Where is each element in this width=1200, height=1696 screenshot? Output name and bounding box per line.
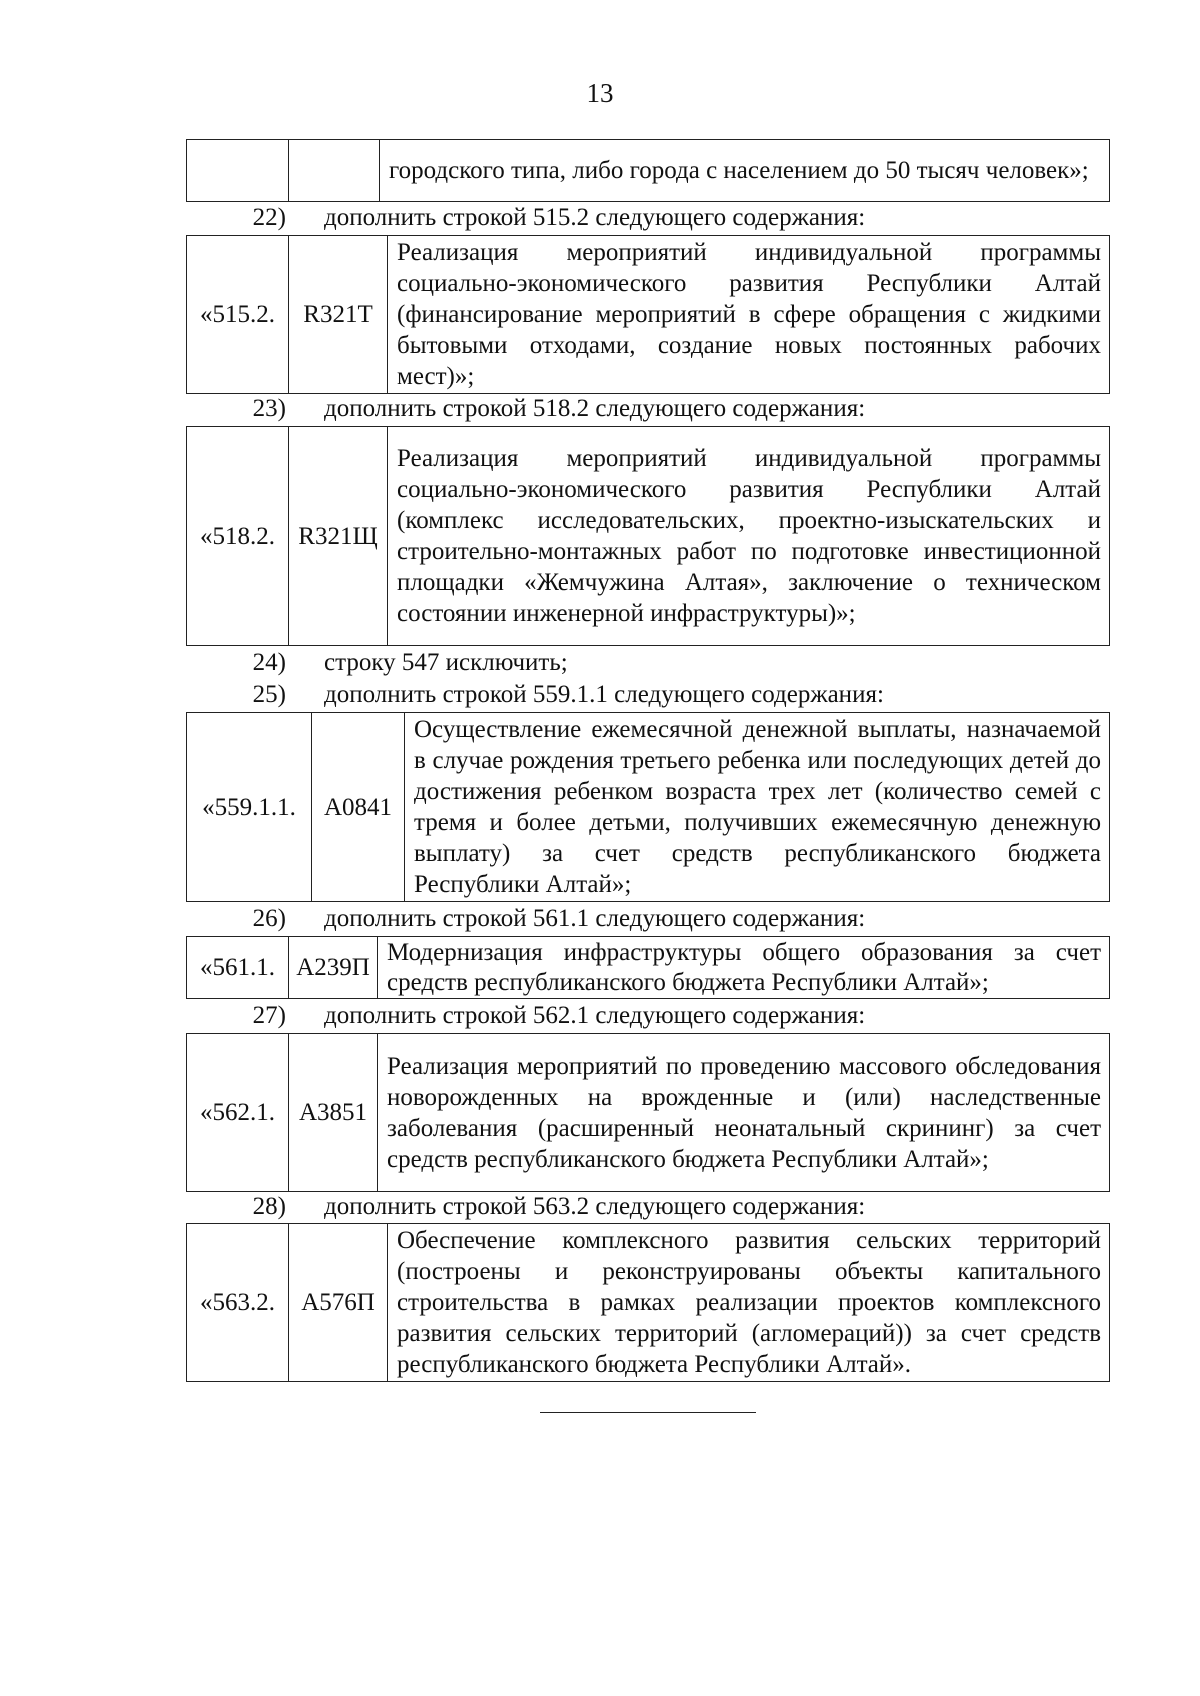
row-table-561-1 [186,936,1110,999]
instruction-text: дополнить строкой 518.2 следующего содержания: [324,395,866,422]
item-number: 28) [252,1193,286,1220]
row-table-518-2 [186,426,1110,646]
row-description: Модернизация инфраструктуры общего образования за счет средств республиканского бюджета Республики Алтай»; [378,937,1110,999]
instruction-line [186,1192,1110,1222]
instruction-line [186,680,1110,710]
row-description: городского типа, либо города с населением до 50 тысяч человек»; [380,140,1110,202]
instruction-text: дополнить строкой 562.1 следующего содержания: [324,1002,866,1029]
row-description: Реализация мероприятий по проведению массового обследования новорожденных на врожденные и (или) наследственные заболевания (расширенный неонатальный скрининг) за счет средств республиканского бюджета Республики Алтай»; [378,1034,1110,1192]
row-code-cell: A576П [289,1224,388,1382]
page-number: 13 [586,78,614,108]
row-code-cell: R321Щ [289,427,388,646]
row-table-562-1 [186,1033,1110,1192]
row-number-cell: «515.2. [187,236,289,394]
table-row [187,140,1110,202]
instruction-line [186,904,1110,934]
table-row [187,427,1110,646]
table-row [187,236,1110,394]
table-row [187,1224,1110,1382]
row-number-cell: «518.2. [187,427,289,646]
row-description: Обеспечение комплексного развития сельских территорий (построены и реконструированы объекты капитального строительства в рамках реализации проектов комплексного развития сельских территорий (агломераций)) за счет средств республиканского бюджета Республики Алтай». [388,1224,1110,1382]
table-row [187,713,1110,902]
instruction-line [186,394,1110,424]
instruction-text: строку 547 исключить; [324,649,568,676]
item-number: 24) [252,649,286,676]
row-table-559-1-1 [186,712,1110,902]
row-description: Реализация мероприятий индивидуальной программы социально-экономического развития Республики Алтай (комплекс исследовательских, проектно-изыскательских и строительно-монтажных работ по подготовке инвестиционной площадки «Жемчужина Алтая», заключение о техническом состоянии инженерной инфраструктуры)»; [388,427,1110,646]
table-row [187,937,1110,999]
item-number: 23) [252,395,286,422]
row-number-cell: «559.1.1. [187,713,312,902]
instruction-text: дополнить строкой 563.2 следующего содержания: [324,1193,866,1220]
table-row [187,1034,1110,1192]
continuation-table [186,139,1110,202]
instruction-line [186,203,1110,233]
row-number-cell: «562.1. [187,1034,289,1192]
item-number: 27) [252,1002,286,1029]
row-code-cell: R321T [289,236,388,394]
row-code-cell: A239П [289,937,378,999]
row-code-cell: A0841 [312,713,405,902]
item-number: 25) [252,681,286,708]
row-description: Реализация мероприятий индивидуальной программы социально-экономического развития Республики Алтай (финансирование мероприятий в сфере обращения с жидкими бытовыми отходами, создание новых постоянных рабочих мест)»; [388,236,1110,394]
row-number-cell [187,140,289,202]
instruction-line [186,1001,1110,1031]
row-description: Осуществление ежемесячной денежной выплаты, назначаемой в случае рождения третьего ребенка или последующих детей до достижения ребенком возраста трех лет (количество семей с тремя и более детьми, получивших ежемесячную денежную выплату) за счет средств республиканского бюджета Республики Алтай»; [405,713,1110,902]
row-number-cell: «561.1. [187,937,289,999]
item-number: 22) [252,204,286,231]
instruction-line [186,648,1110,678]
item-number: 26) [252,905,286,932]
row-code-cell [289,140,380,202]
row-code-cell: A3851 [289,1034,378,1192]
row-table-563-2 [186,1223,1110,1382]
instruction-text: дополнить строкой 561.1 следующего содержания: [324,905,866,932]
row-number-cell: «563.2. [187,1224,289,1382]
instruction-text: дополнить строкой 515.2 следующего содержания: [324,204,866,231]
instruction-text: дополнить строкой 559.1.1 следующего содержания: [324,681,884,708]
end-of-document-rule [540,1412,756,1413]
row-table-515-2 [186,235,1110,394]
